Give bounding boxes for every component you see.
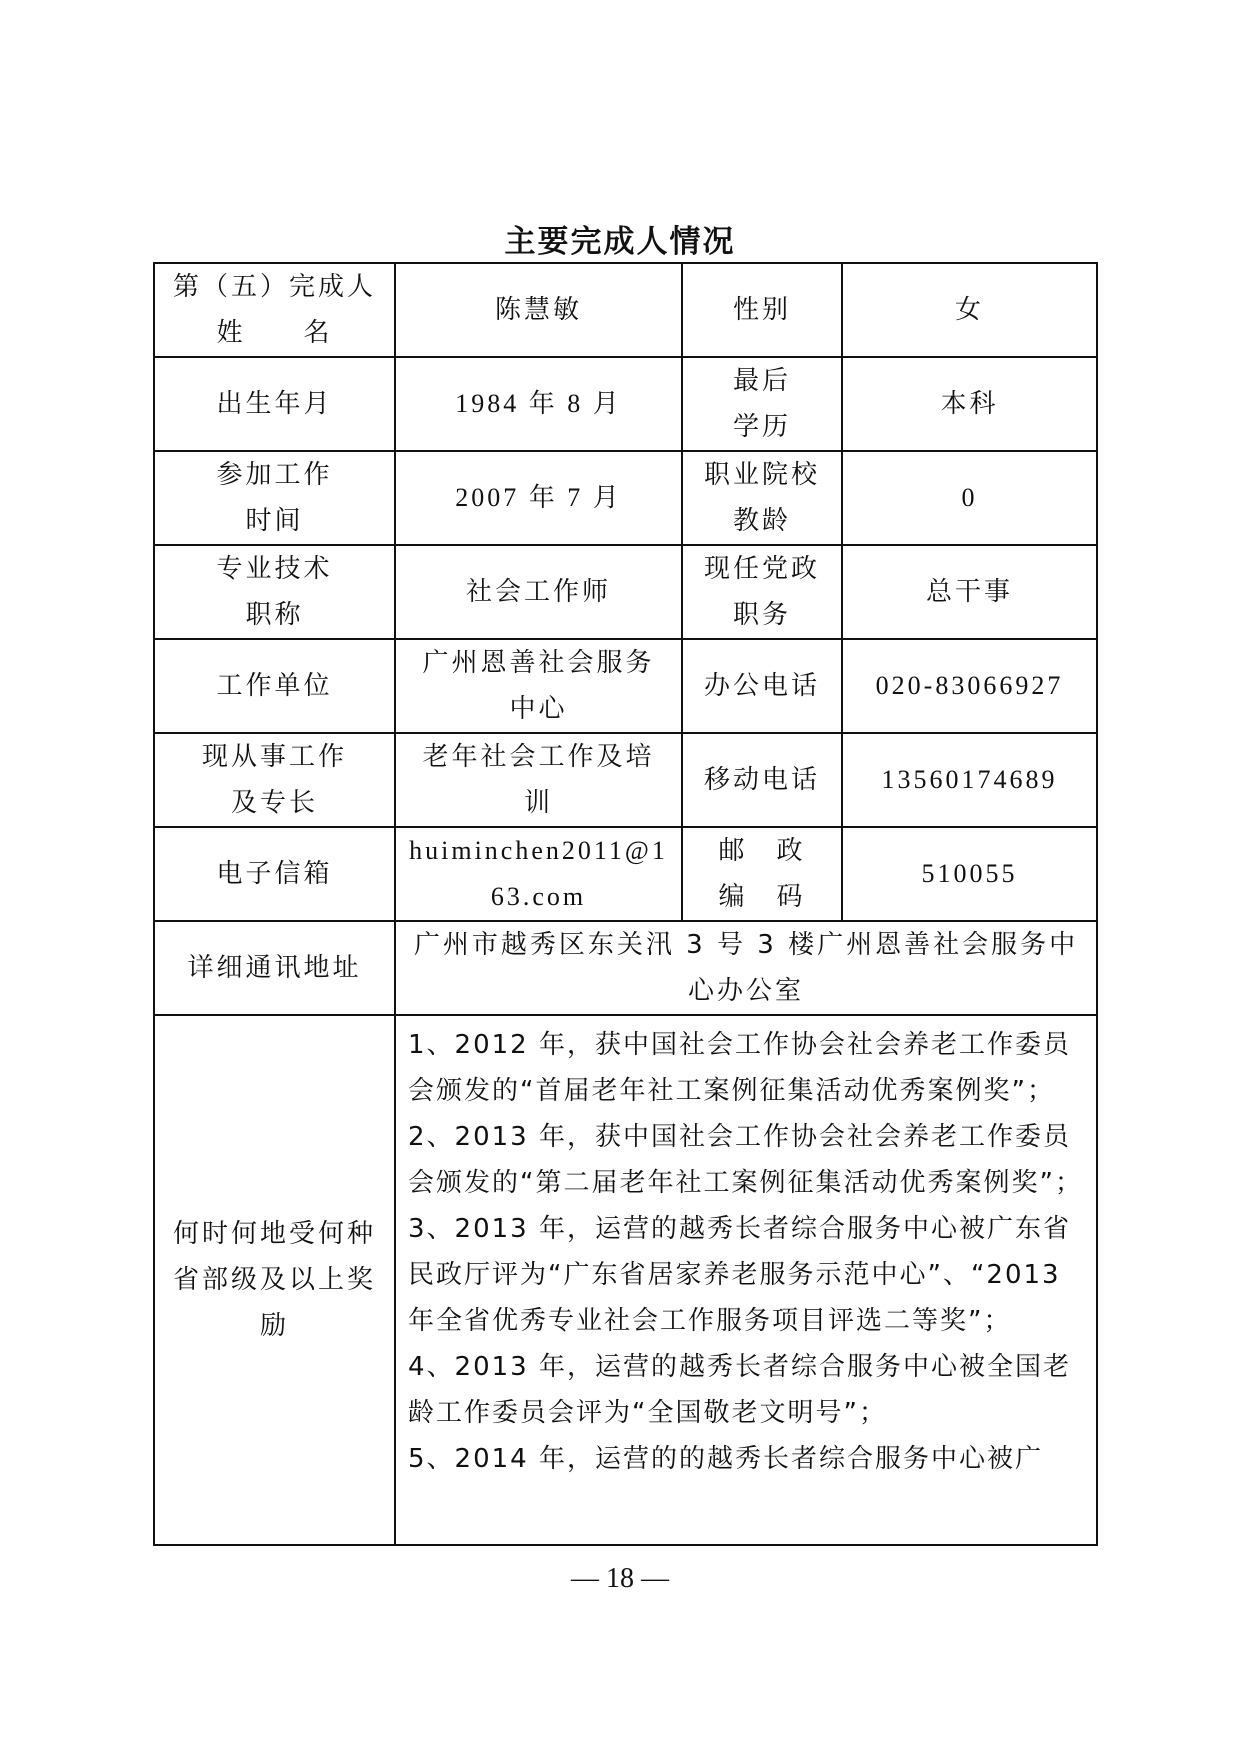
gender-label: 性别 [682,263,842,357]
postcode-label: 邮 政 编 码 [682,827,842,921]
awards-label: 何时何地受何种 省部级及以上奖励 [154,1015,395,1545]
gender-value: 女 [842,263,1097,357]
award-item: 2、2013 年，获中国社会工作协会社会养老工作委员会颁发的“第二届老年社工案例征集活动优秀案例奖”； [408,1122,1083,1198]
awards-list [395,1015,1097,1545]
teaching-years-label: 职业院校 教龄 [682,451,842,545]
address-value: 广州市越秀区东关汛 3 号 3 楼广州恩善社会服务中 心办公室 [395,921,1097,1015]
award-item: 5、2014 年，运营的的越秀长者综合服务中心被广 [408,1444,1043,1474]
email-value: huiminchen2011@1 63.com [395,827,682,921]
award-item: 1、2012 年，获中国社会工作协会社会养老工作委员会颁发的“首届老年社工案例征集活动优秀案例奖”； [408,1030,1071,1106]
postcode-value: 510055 [842,827,1097,921]
award-item: 4、2013 年，运营的越秀长者综合服务中心被全国老龄工作委员会评为“全国敬老文明号”； [408,1352,1071,1428]
education-value: 本科 [842,357,1097,451]
work-start-label: 参加工作 时间 [154,451,395,545]
page-number: — 18 — [571,1563,669,1594]
row-name [154,263,1097,357]
professional-title-label: 专业技术 职称 [154,545,395,639]
office-phone-value: 020-83066927 [842,639,1097,733]
office-phone-label: 办公电话 [682,639,842,733]
birth-value: 1984 年 8 月 [395,357,682,451]
row-email [154,827,1097,921]
row-work-start [154,451,1097,545]
birth-label: 出生年月 [154,357,395,451]
row-awards [154,1015,1097,1545]
mobile-value: 13560174689 [842,733,1097,827]
row-specialty [154,733,1097,827]
specialty-label: 现从事工作 及专长 [154,733,395,827]
professional-title-value: 社会工作师 [395,545,682,639]
education-label: 最后 学历 [682,357,842,451]
mobile-label: 移动电话 [682,733,842,827]
row-address [154,921,1097,1015]
employer-value: 广州恩善社会服务 中心 [395,639,682,733]
address-label: 详细通讯地址 [154,921,395,1015]
award-item: 3、2013 年，运营的越秀长者综合服务中心被广东省民政厅评为“广东省居家养老服务示范中心”、“2013 年全省优秀专业社会工作服务项目评选二等奖”； [408,1214,1071,1336]
row-title [154,545,1097,639]
teaching-years-value: 0 [842,451,1097,545]
position-value: 总干事 [842,545,1097,639]
completer-info-table [153,262,1098,1546]
row-employer [154,639,1097,733]
specialty-value: 老年社会工作及培 训 [395,733,682,827]
name-value: 陈慧敏 [395,263,682,357]
row-birth [154,357,1097,451]
employer-label: 工作单位 [154,639,395,733]
position-label: 现任党政 职务 [682,545,842,639]
page-title: 主要完成人情况 [504,224,736,260]
name-label: 第（五）完成人 姓 名 [154,263,395,357]
work-start-value: 2007 年 7 月 [395,451,682,545]
email-label: 电子信箱 [154,827,395,921]
